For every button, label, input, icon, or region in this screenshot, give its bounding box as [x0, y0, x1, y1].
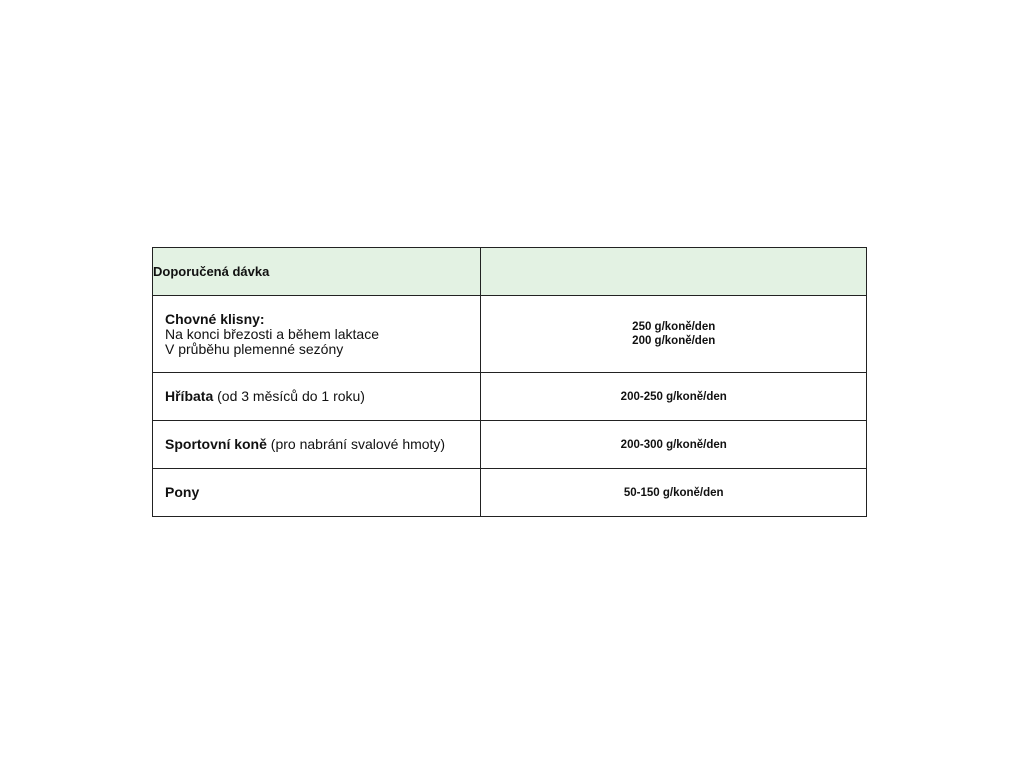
dose-value: 250 g/koně/den: [632, 321, 716, 333]
dose-value: 200-300 g/koně/den: [620, 438, 727, 451]
dosage-table: [152, 247, 867, 517]
header-label-cell: [153, 248, 481, 296]
dose-value: 200-250 g/koně/den: [620, 390, 727, 403]
table-row: [153, 373, 867, 421]
row-title: Sportovní koně: [165, 436, 267, 452]
row-title: Chovné klisny:: [165, 310, 265, 327]
table-header-row: [153, 248, 867, 296]
dose-value: 50-150 g/koně/den: [623, 486, 724, 499]
row-dose-cell: [481, 469, 867, 517]
row-note: (od 3 měsíců do 1 roku): [213, 388, 365, 404]
header-label: Doporučená dávka: [153, 264, 270, 279]
table-row: [153, 469, 867, 517]
row-subline: Na konci březosti a během laktace: [165, 325, 379, 342]
row-title: Hříbata: [165, 388, 214, 404]
row-label-cell: [153, 421, 481, 469]
row-label-cell: [153, 296, 481, 373]
row-dose-cell: [481, 421, 867, 469]
row-label-cell: [153, 469, 481, 517]
header-value-cell: [481, 248, 867, 296]
row-note: (pro nabrání svalové hmoty): [266, 436, 446, 452]
row-dose-cell: [481, 373, 867, 421]
table-row: [153, 421, 867, 469]
row-title: Pony: [165, 484, 200, 500]
table-row: [153, 296, 867, 373]
dose-value: 200 g/koně/den: [632, 335, 716, 347]
row-subline: V průběhu plemenné sezóny: [165, 340, 344, 357]
row-label-cell: [153, 373, 481, 421]
row-dose-cell: [481, 296, 867, 373]
